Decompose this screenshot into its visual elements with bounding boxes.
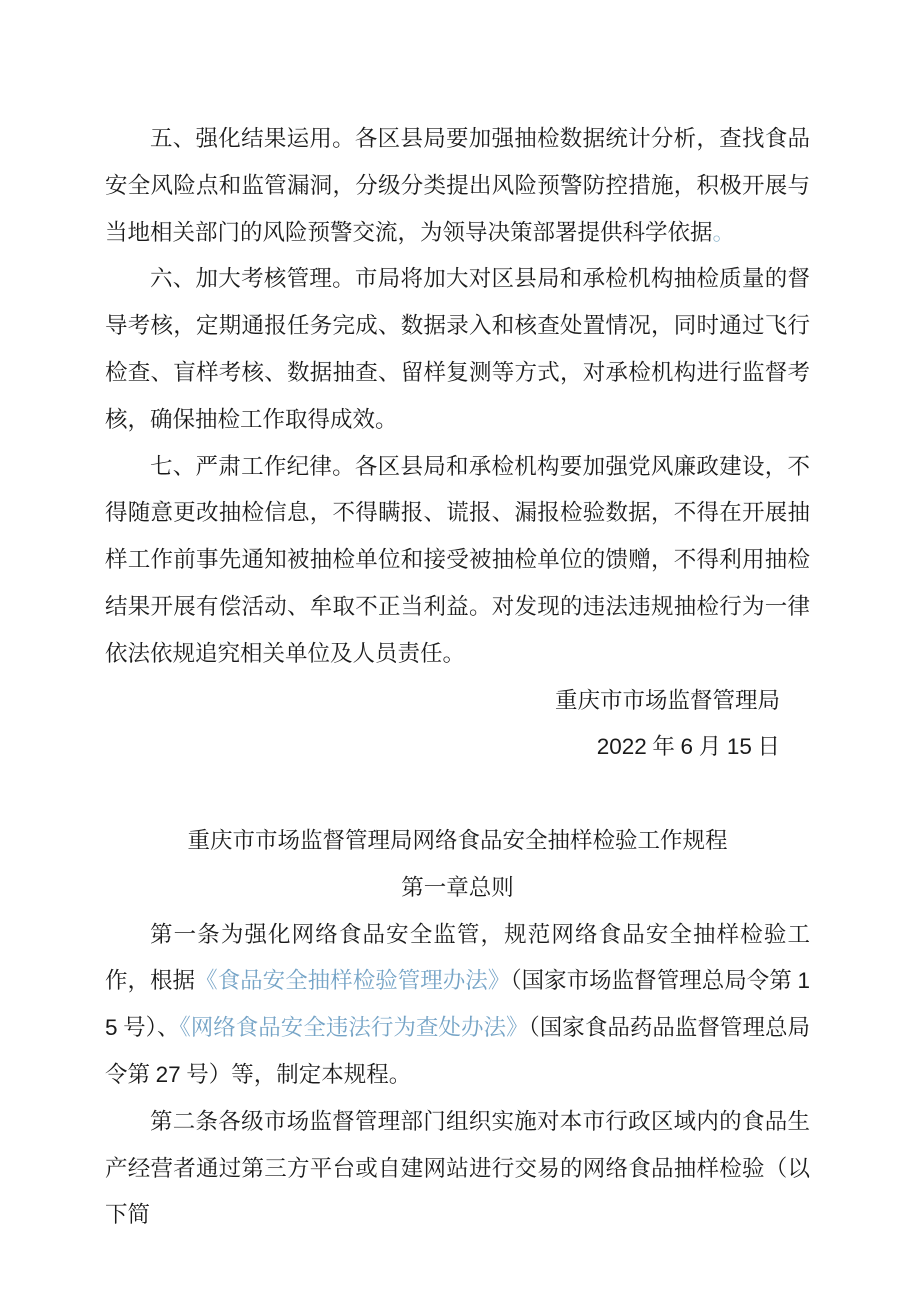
text-segment: 。 (712, 219, 736, 245)
date-line (105, 724, 810, 771)
regulation-hyperlink[interactable]: 《网络食品安全违法行为查处办法》 (179, 1015, 529, 1041)
text-segment: 号）、 (117, 1015, 180, 1041)
regulation-title (105, 818, 810, 865)
text-segment: 重庆市市场监督管理局 (554, 687, 780, 713)
text-segment: 第一条为强化网络食品安全监管，规范网络食品安全抽样检验工作，根据 (105, 921, 810, 994)
text-segment: 五、强化结果运用。各区县局要加强抽检数据统计分析，查找食品安全风险点和监管漏洞，分级分类提出风险预警防控措施，积极开展与当地相关部门的风险预警交流，为领导决策部署提供科学依据 (105, 126, 810, 245)
signature-line (105, 678, 810, 725)
text-segment: 号）等，制定本规程。 (180, 1061, 412, 1087)
para-point-5-result-use (105, 116, 810, 256)
text-segment: 15 (726, 734, 752, 760)
text-segment: 27 (155, 1061, 181, 1087)
regulation-hyperlink[interactable]: 《食品安全抽样检验管理办法》 (195, 968, 511, 994)
text-segment: 六、加大考核管理。市局将加大对区县局和承检机构抽检质量的督导考核，定期通报任务完成、数据录入和核查处置情况，同时通过飞行检查、盲样考核、数据抽查、留样复测等方式，对承检机构进行监督考核，确保抽检工作取得成效。 (105, 266, 810, 432)
para-article-2 (105, 1099, 810, 1239)
text-segment: 日 (751, 734, 780, 760)
para-article-1 (105, 912, 810, 1099)
chapter-1-heading (105, 865, 810, 912)
text-segment: 月 (693, 734, 727, 760)
text-segment: 第一章总则 (401, 874, 514, 900)
text-segment: 重庆市市场监督管理局网络食品安全抽样检验工作规程 (187, 827, 728, 853)
text-segment: 2022 (596, 734, 647, 760)
text-segment: 第二条各级市场监督管理部门组织实施对本市行政区域内的食品生产经营者通过第三方平台或自建网站进行交易的网络食品抽样检验（以下简 (105, 1108, 810, 1228)
text-segment: （国家食品药品监督管理总局令第 (105, 1015, 810, 1087)
text-segment: 6 (680, 734, 694, 760)
para-point-6-assessment (105, 256, 810, 443)
text-segment: 七、严肃工作纪律。各区县局和承检机构要加强党风廉政建设，不得随意更改抽检信息，不得瞒报、谎报、漏报检验数据，不得在开展抽样工作前事先通知被抽检单位和接受被抽检单位的馈赠，不得利用抽检结果开展有偿活动、牟取不正当利益。对发现的违法违规抽检行为一律依法依规追究相关单位及人员责任。 (105, 453, 810, 666)
document-body (105, 116, 810, 1239)
text-segment: 年 (646, 734, 681, 760)
text-segment: 15 (105, 968, 810, 1041)
para-point-7-discipline (105, 444, 810, 678)
text-segment: （国家市场监督管理总局令第 (510, 968, 798, 994)
